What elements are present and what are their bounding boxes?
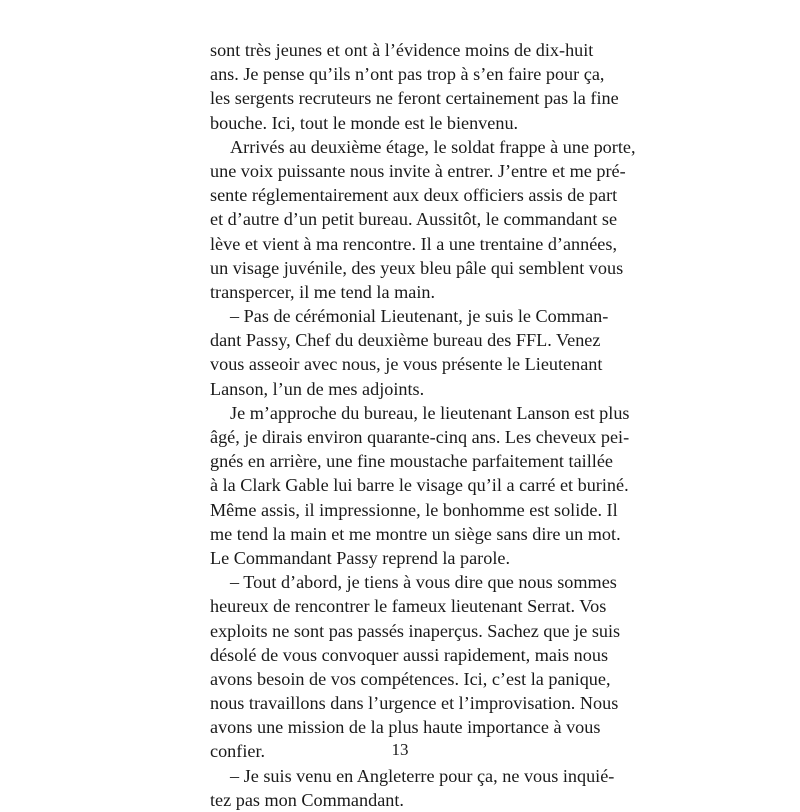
text-line: vous asseoir avec nous, je vous présente le Lieutenant (210, 354, 603, 375)
text-line: heureux de rencontrer le fameux lieutenant Serrat. Vos (210, 596, 607, 617)
text-line: sont très jeunes et ont à l’évidence moins de dix-huit (210, 40, 594, 60)
text-line: – Je suis venu en Angleterre pour ça, ne vous inquié- (230, 765, 615, 786)
text-line: transpercer, il me tend la main. (210, 281, 436, 302)
text-line: – Tout d’abord, je tiens à vous dire que nous sommes (230, 572, 617, 593)
text-line: désolé de vous convoquer aussi rapidement, mais nous (210, 644, 609, 665)
text-line: à la Clark Gable lui barre le visage qu’il a carré et buriné. (210, 475, 629, 496)
text-line: avons une mission de la plus haute importance à vous (210, 717, 601, 738)
text-line: me tend la main et me montre un siège sans dire un mot. (210, 523, 621, 544)
text-line: bouche. Ici, tout le monde est le bienvenu. (210, 112, 519, 133)
text-line: Le Commandant Passy reprend la parole. (210, 547, 511, 568)
text-line: dant Passy, Chef du deuxième bureau des FFL. Venez (210, 330, 601, 351)
text-line: sente réglementairement aux deux officiers assis de part (210, 185, 618, 206)
text-line: un visage juvénile, des yeux bleu pâle qui semblent vous (210, 257, 624, 278)
text-line: tez pas mon Commandant. (210, 789, 404, 810)
text-line: ans. Je pense qu’ils n’ont pas trop à s’en faire pour ça, (210, 64, 605, 85)
text-line: confier. (210, 741, 266, 762)
page-number: 13 (391, 740, 409, 759)
text-line: nous travaillons dans l’urgence et l’improvisation. Nous (210, 693, 619, 714)
text-line: et d’autre d’un petit bureau. Aussitôt, le commandant se (210, 209, 618, 230)
text-line: Arrivés au deuxième étage, le soldat frappe à une porte, (230, 136, 636, 157)
text-line: une voix puissante nous invite à entrer. J’entre et me pré- (210, 160, 626, 181)
text-line: les sergents recruteurs ne feront certainement pas la fine (210, 88, 619, 109)
text-line: exploits ne sont pas passés inaperçus. Sachez que je suis (210, 620, 621, 641)
text-line: âgé, je dirais environ quarante-cinq ans. Les cheveux pei- (210, 427, 630, 447)
text-line: lève et vient à ma rencontre. Il a une trentaine d’années, (210, 233, 617, 254)
text-line: Je m’approche du bureau, le lieutenant Lanson est plus (230, 402, 630, 423)
text-line: Même assis, il impressionne, le bonhomme est solide. Il (210, 499, 618, 520)
text-line: gnés en arrière, une fine moustache parfaitement taillée (210, 451, 613, 472)
text-line: Lanson, l’un de mes adjoints. (210, 378, 425, 399)
book-page-text (210, 38, 636, 812)
text-line: avons besoin de vos compétences. Ici, c’est la panique, (210, 668, 611, 689)
text-line: – Pas de cérémonial Lieutenant, je suis le Comman- (230, 306, 609, 327)
